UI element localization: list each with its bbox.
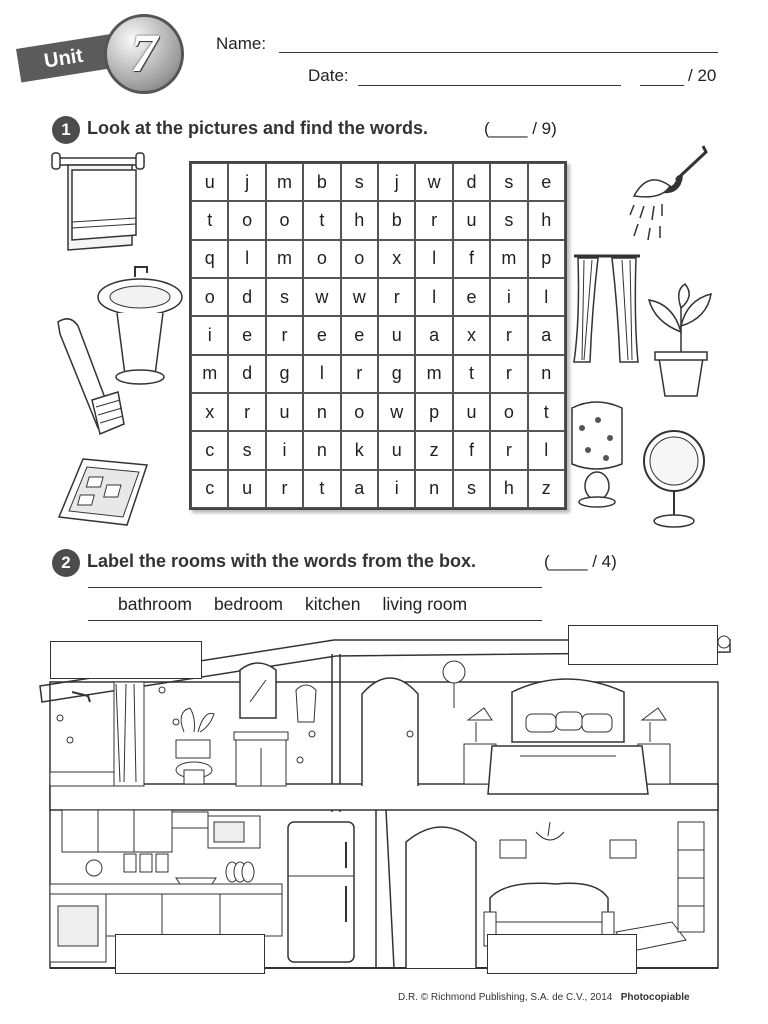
grid-cell[interactable]: o: [191, 278, 228, 316]
photocopiable-text: Photocopiable: [620, 992, 690, 1003]
grid-cell[interactable]: j: [228, 163, 265, 201]
grid-cell[interactable]: w: [415, 163, 452, 201]
name-field[interactable]: [279, 52, 718, 53]
word-kitchen: kitchen: [305, 593, 361, 614]
grid-cell[interactable]: s: [453, 470, 490, 508]
grid-cell[interactable]: j: [378, 163, 415, 201]
exercise-2-instruction: Label the rooms with the words from the box.: [87, 551, 477, 571]
grid-cell[interactable]: a: [341, 470, 378, 508]
curtain-icon: [572, 250, 642, 370]
label-box-top-left[interactable]: [50, 641, 202, 679]
lamp-icon: [568, 398, 626, 510]
grid-cell[interactable]: x: [378, 240, 415, 278]
exercise-1-number: 1: [52, 116, 80, 144]
grid-cell[interactable]: i: [266, 431, 303, 469]
grid-cell[interactable]: m: [191, 355, 228, 393]
grid-cell[interactable]: o: [228, 201, 265, 239]
grid-cell[interactable]: f: [453, 240, 490, 278]
grid-cell[interactable]: c: [191, 431, 228, 469]
name-label: Name:: [216, 34, 267, 53]
copyright-text: D.R. © Richmond Publishing, S.A. de C.V., 2014: [398, 992, 613, 1003]
grid-cell[interactable]: b: [378, 201, 415, 239]
grid-cell[interactable]: p: [528, 240, 565, 278]
grid-cell[interactable]: r: [378, 278, 415, 316]
grid-cell[interactable]: u: [228, 470, 265, 508]
grid-cell[interactable]: f: [453, 431, 490, 469]
mirror-icon: [642, 425, 710, 531]
date-label: Date:: [308, 66, 349, 85]
grid-cell[interactable]: r: [415, 201, 452, 239]
grid-cell[interactable]: g: [266, 355, 303, 393]
grid-cell[interactable]: o: [341, 393, 378, 431]
grid-cell[interactable]: o: [490, 393, 527, 431]
plant-icon: [645, 282, 715, 400]
grid-cell[interactable]: z: [415, 431, 452, 469]
grid-cell[interactable]: b: [303, 163, 340, 201]
grid-cell[interactable]: d: [228, 278, 265, 316]
grid-cell[interactable]: n: [415, 470, 452, 508]
exercise-1-score: (____ / 9): [484, 119, 557, 138]
grid-cell[interactable]: l: [528, 431, 565, 469]
grid-cell[interactable]: n: [303, 431, 340, 469]
grid-cell[interactable]: i: [378, 470, 415, 508]
rug-icon: [55, 455, 150, 530]
grid-cell[interactable]: n: [303, 393, 340, 431]
grid-cell[interactable]: o: [266, 201, 303, 239]
grid-cell[interactable]: r: [490, 355, 527, 393]
grid-cell[interactable]: s: [341, 163, 378, 201]
grid-cell[interactable]: i: [191, 316, 228, 354]
grid-cell[interactable]: o: [303, 240, 340, 278]
grid-cell[interactable]: s: [490, 201, 527, 239]
grid-cell[interactable]: l: [528, 278, 565, 316]
word-box: [88, 587, 542, 621]
grid-cell[interactable]: e: [303, 316, 340, 354]
grid-cell[interactable]: l: [228, 240, 265, 278]
label-box-bottom-right[interactable]: [487, 934, 637, 974]
word-search-grid[interactable]: [189, 161, 567, 510]
grid-cell[interactable]: u: [453, 393, 490, 431]
towel-icon: [50, 150, 150, 255]
unit-number-badge: 7: [104, 14, 184, 94]
grid-cell[interactable]: h: [528, 201, 565, 239]
grid-cell[interactable]: s: [228, 431, 265, 469]
grid-cell[interactable]: h: [341, 201, 378, 239]
grid-cell[interactable]: h: [490, 470, 527, 508]
label-box-top-right[interactable]: [568, 625, 718, 665]
word-bathroom: bathroom: [118, 593, 192, 614]
grid-cell[interactable]: r: [266, 470, 303, 508]
grid-cell[interactable]: d: [228, 355, 265, 393]
footer: [398, 992, 690, 1003]
grid-cell[interactable]: e: [341, 316, 378, 354]
grid-cell[interactable]: k: [341, 431, 378, 469]
grid-cell[interactable]: p: [415, 393, 452, 431]
grid-cell[interactable]: t: [528, 393, 565, 431]
grid-cell[interactable]: n: [528, 355, 565, 393]
total-score-field[interactable]: [640, 85, 684, 86]
grid-cell[interactable]: l: [303, 355, 340, 393]
label-box-bottom-left[interactable]: [115, 934, 265, 974]
grid-cell[interactable]: x: [453, 316, 490, 354]
grid-cell[interactable]: t: [191, 201, 228, 239]
shower-icon: [618, 140, 713, 250]
grid-cell[interactable]: u: [378, 316, 415, 354]
grid-cell[interactable]: l: [415, 240, 452, 278]
grid-cell[interactable]: u: [378, 431, 415, 469]
unit-label: Unit: [42, 44, 85, 73]
grid-cell[interactable]: a: [415, 316, 452, 354]
grid-cell[interactable]: c: [191, 470, 228, 508]
grid-cell[interactable]: r: [490, 316, 527, 354]
grid-cell[interactable]: u: [453, 201, 490, 239]
grid-cell[interactable]: z: [528, 470, 565, 508]
grid-cell[interactable]: q: [191, 240, 228, 278]
grid-cell[interactable]: d: [453, 163, 490, 201]
grid-cell[interactable]: u: [266, 393, 303, 431]
grid-cell[interactable]: l: [415, 278, 452, 316]
total-score: / 20: [688, 66, 717, 85]
date-field[interactable]: [358, 85, 621, 86]
grid-cell[interactable]: x: [191, 393, 228, 431]
grid-cell[interactable]: u: [191, 163, 228, 201]
grid-cell[interactable]: e: [528, 163, 565, 201]
grid-cell[interactable]: e: [453, 278, 490, 316]
grid-cell[interactable]: s: [490, 163, 527, 201]
grid-cell[interactable]: w: [378, 393, 415, 431]
grid-cell[interactable]: w: [341, 278, 378, 316]
word-bedroom: bedroom: [213, 593, 284, 614]
word-living-room: living room: [382, 593, 468, 614]
grid-cell[interactable]: r: [228, 393, 265, 431]
exercise-1-instruction: Look at the pictures and find the words.: [87, 118, 429, 138]
grid-cell[interactable]: w: [303, 278, 340, 316]
grid-cell[interactable]: t: [453, 355, 490, 393]
grid-cell[interactable]: m: [266, 163, 303, 201]
grid-cell[interactable]: g: [378, 355, 415, 393]
toothbrush-icon: [48, 312, 128, 440]
grid-cell[interactable]: r: [490, 431, 527, 469]
grid-cell[interactable]: e: [228, 316, 265, 354]
grid-cell[interactable]: i: [490, 278, 527, 316]
grid-cell[interactable]: m: [490, 240, 527, 278]
exercise-2-score: (____ / 4): [544, 552, 617, 571]
grid-cell[interactable]: r: [341, 355, 378, 393]
grid-cell[interactable]: o: [341, 240, 378, 278]
grid-cell[interactable]: a: [528, 316, 565, 354]
grid-cell[interactable]: s: [266, 278, 303, 316]
grid-cell[interactable]: t: [303, 470, 340, 508]
grid-cell[interactable]: r: [266, 316, 303, 354]
grid-cell[interactable]: m: [415, 355, 452, 393]
grid-cell[interactable]: m: [266, 240, 303, 278]
exercise-2-number: 2: [52, 549, 80, 577]
grid-cell[interactable]: t: [303, 201, 340, 239]
